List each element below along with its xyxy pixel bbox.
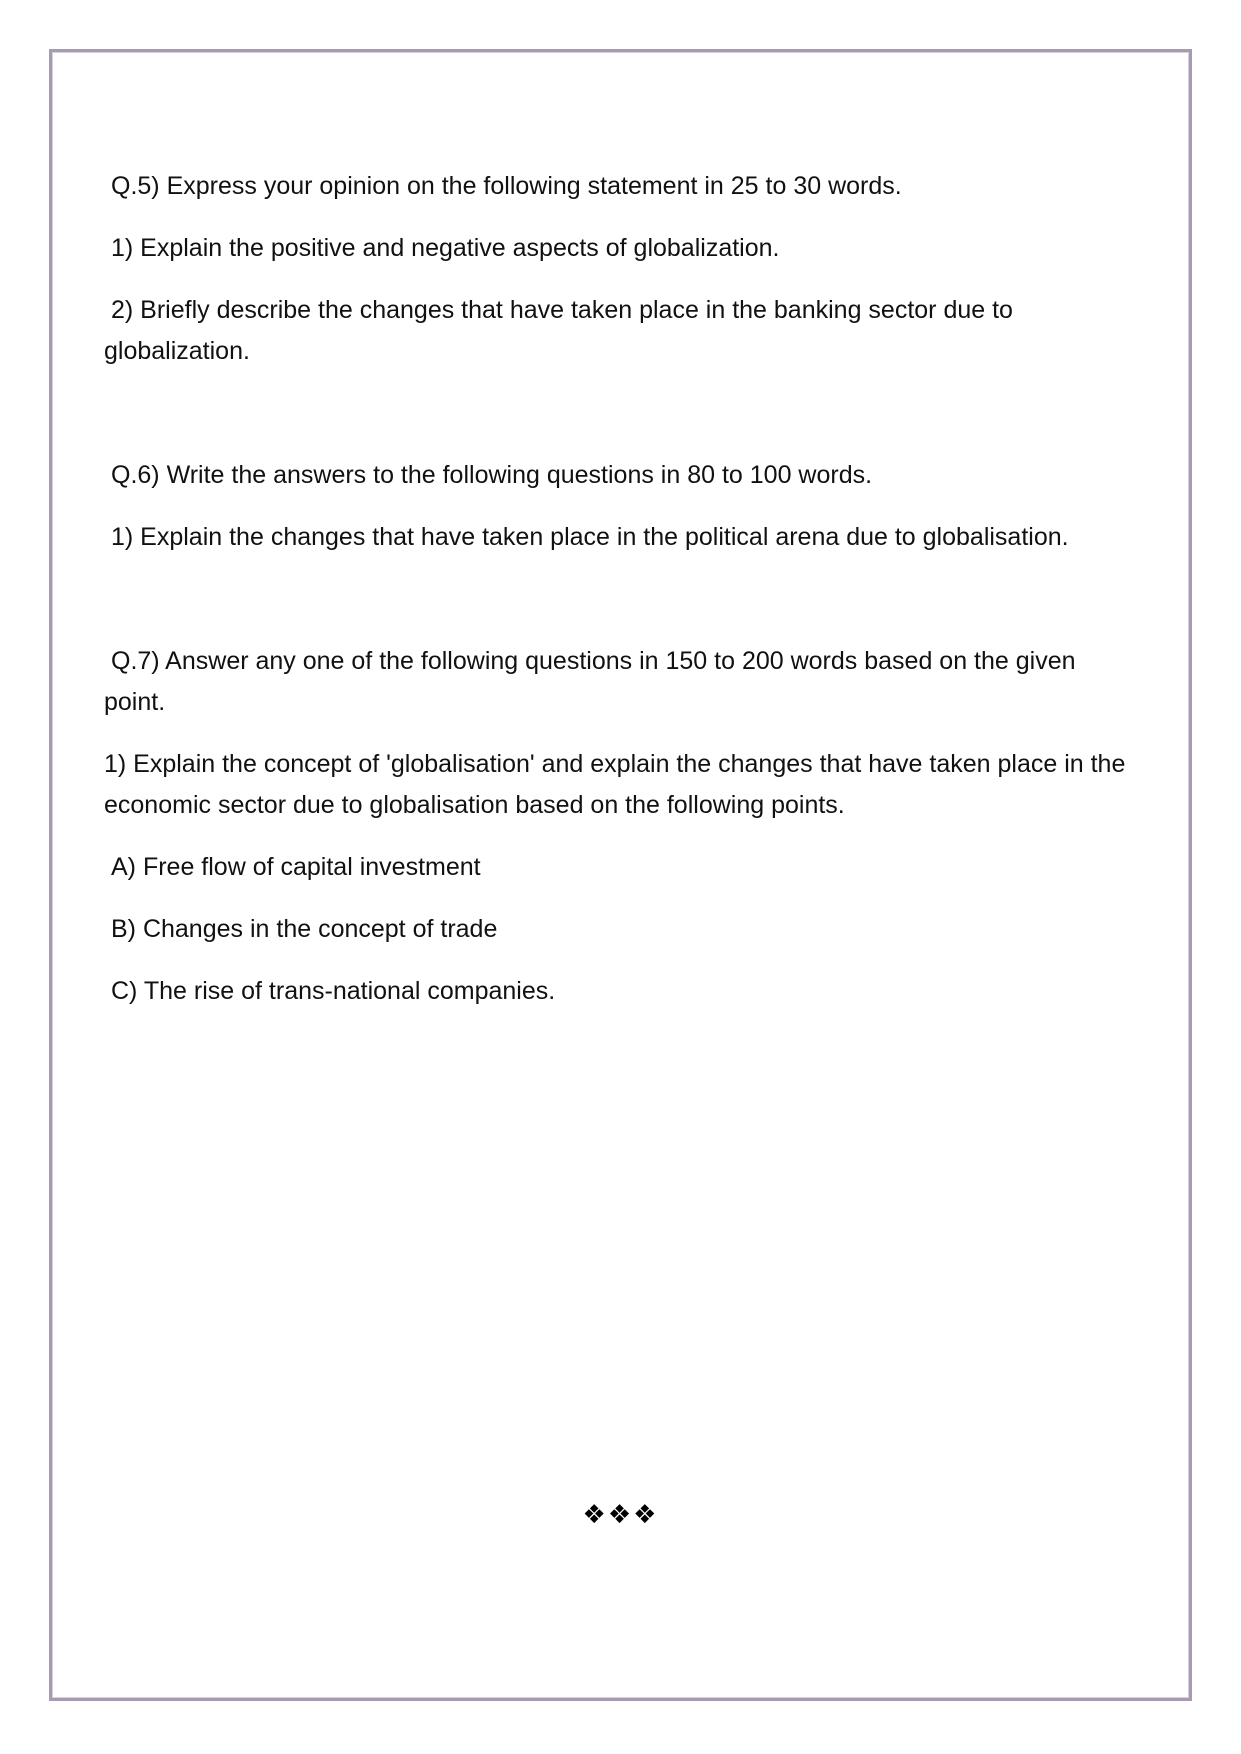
document-body (104, 166, 1134, 1012)
question-heading: Q.5) Express your opinion on the following statement in 25 to 30 words. (111, 172, 902, 200)
question-heading: Q.7) Answer any one of the following questions in 150 to 200 words based on the given point. (104, 647, 1076, 716)
question-7 (104, 641, 1134, 1012)
question-heading: Q.6) Write the answers to the following questions in 80 to 100 words. (111, 461, 873, 489)
end-ornament-icon: ❖❖❖ (582, 1500, 659, 1530)
question-item: C) The rise of trans-national companies. (111, 977, 556, 1005)
question-item: 2) Briefly describe the changes that have taken place in the banking sector due to globalization. (104, 296, 1013, 365)
question-item: 1) Explain the changes that have taken place in the political arena due to globalisation. (111, 523, 1069, 551)
question-item: 1) Explain the positive and negative aspects of globalization. (111, 234, 780, 262)
question-item: A) Free flow of capital investment (111, 853, 481, 881)
question-item: 1) Explain the concept of 'globalisation' and explain the changes that have taken place in the economic sector due to globalisation based on the following points. (104, 750, 1126, 819)
question-5 (104, 166, 1134, 372)
question-6 (104, 455, 1134, 558)
question-item: B) Changes in the concept of trade (111, 915, 498, 943)
